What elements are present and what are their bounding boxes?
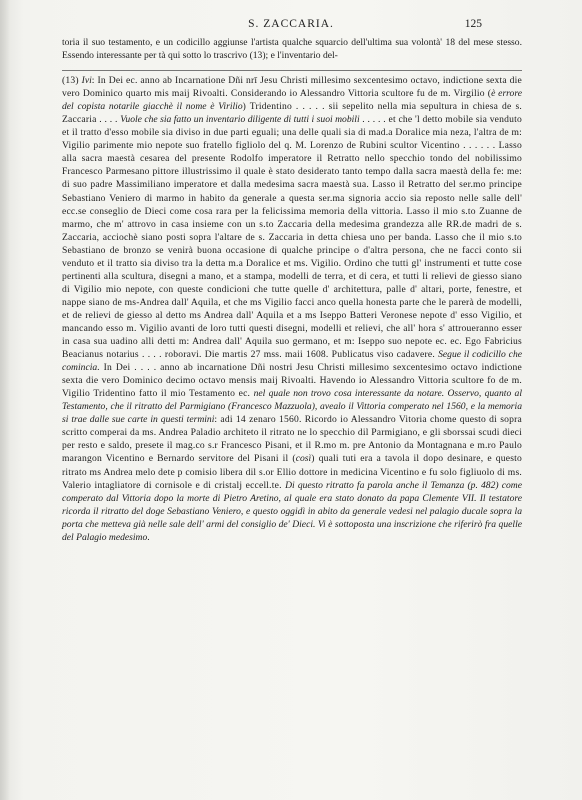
text-segment: . In Dei . . . . anno ab incarnatione Dñi nostri Jesu Christi millesimo sexcentesimo octavo indictione sexta die vero Dominico decimo octavo mensis maij Rivoalti. Havendo io Alessandro Vittoria scultore fo de m. Vigilio Tridentino fatto il mio Testamento ec. bbox=[62, 362, 522, 400]
text-segment: : In Dei ec. anno ab Incarnatione Dñi nrī Jesu Christi millesimo sexcentesimo octavo, indictione sexta die vero Dominico quarto mis maij Rivoalti. Considerando io Alessandro Vittoria scultore fu de m. Virgilio ( bbox=[62, 75, 522, 100]
text-segment: . . . . . et che 'l detto mobile sia venduto et il tratto d'esso mobile sia diviso in due parti eguali; una delle quali sia di mad.a Doralice mia neza, l'altra de m: Vigilio parimente mio nepote suo fratello figliolo del q. M. Lorenzo de Rubini scultor Vicentino . . . . . . Lasso alla sacra maestà cesarea del presente Rodolfo imperatore il Retratto nello specchio tondo del nobilissimo Francesco Parmesano pittore illustrissimo il quale è stato desiderato tanto tempo dalla sacra maestà della fe: me: di suo padre Massimiliano imperatore et dalla medesima sacra maestà sua. Lasso il Retratto del ser.mo principe Sebastiano Veniero di marmo in habito da generale a questa ser.ma signoria accio sia reposto nelle salle dell' ecc.se conseglio de Dieci come cosa rara per la felicissima memoria della vittoria. Lasso il mio s.to Zuanne de marmo, che m' attrovo in casa insieme con un s.to Zaccaria della medesima grandezza alle RR.de madri de s. Zaccaria, acciochè siano posti sopra l'altare de s. Zaccaria in detta chiesa uno per banda. Lasso che il mio s.to Sebastiano de bronzo se venirà buona occasione di qualche principe o d'altra persona, che ne facci conto sii venduto et il tratto sia diviso tra la detta m.a Doralice et ms. Vigilio. Ordino che tutti gl' instrumenti et tutte cose pertinenti alla scultura, disegni a mano, et a stampa, modelli de terra, et di cera, et tutti li relievi de giesso siano di Vigilio mio nepote, con queste condicioni che tutte quelle d' architettura, palle d' altari, porte, fenestre, et nappe siano de ms-Andrea dall' Aquila, et che ms Vigilio facci anco quella honesta parte che le parerà de modelli, et de relievi de giesso al detto ms Andrea dall' Aquila et a ms Iseppo Batteri Veronese nepote d' esso Vigilio, et mancando esso m. Vigilio avanti de loro tutti questi disegni, modelli et relievi, che all' hora s' attroueranno esser in casa sua uadino alli detti m: Andrea dall' Aquila suo germano, et m: Iseppo suo nepote ec. ec. Ego Fabricius Beacianus notarius . . . . roboravi. Die martis 27 mss. maii 1608. Publicatus viso cadavere. bbox=[62, 114, 522, 361]
page-body bbox=[62, 36, 522, 544]
text-segment: ) quali tuti era a tavola il dopo desinare, e questo ritrato ms Andrea melo dete p comisio libera dil s.or Ellio dottore in medicina Vicentino e fu solo figliuolo di ms. Valerio intagliatore di cornisole e di cristalj eccell.te. bbox=[62, 453, 522, 491]
italic-segment: Di questo ritratto fa parola anche il Temanza (p. 482) come comperato dal Vittoria dopo la morte di Pietro Aretino, al quale era stato donato da papa Clemente VII. Il testatore ricorda il ritratto del doge Sebastiano Veniero, e questo oggidì in abito da generale vedesi nel palagio ducale sopra la porta che metteva già nelle sale dell' armi del consiglio de' Dieci. Vi è sottoposta una inscrizione che riferirò fra quelle del Palagio medesimo bbox=[62, 479, 522, 543]
page-number: 125 bbox=[464, 18, 482, 30]
italic-segment: nel quale non trovo cosa interessante da notare. Osservo, quanto al Testamento, che il ritratto del Parmigiano (Francesco Mazzuola), avealo il Vittoria comperato nel 1560, e la memoria si trae dalle sue carte in questi termini bbox=[62, 388, 522, 426]
text-segment: ) Tridentino . . . . . sii sepelito nella mia sepultura in chiesa de s. Zaccaria . . . . bbox=[62, 101, 522, 126]
italic-segment: Ivi bbox=[81, 75, 92, 87]
footnote-13 bbox=[62, 74, 522, 544]
italic-segment: è errore del copista notarile giacchè il nome è Virilio bbox=[62, 88, 522, 113]
footnote-rule bbox=[62, 70, 522, 71]
italic-segment: Segue il codicillo che comincia bbox=[62, 349, 522, 374]
continuation-text: toria il suo testamento, e un codicillo aggiunse l'artista qualche squarcio dell'ultima sua volontà' 18 del mese stesso. Essendo interessante per tà qui sotto lo trascrivo (13); e l'inventario del- bbox=[62, 37, 522, 62]
italic-segment: Vuole che sia fatto un inventario diligente di tutti i suoi mobili bbox=[120, 114, 360, 126]
text-segment: : adi 14 zenaro 1560. Ricordo io Alessandro Vitoria chome questo di sopra scritto comperai da ms. Andrea Paladio architeto il ritrato ne lo specchio dil Parmigiano, e gli sborssai scudi dieci per resto e saldo, presete il mag.co s.r Francesco Pisani, et il R.mo m. pre Antonio da Montagnana e m.ro Paulo marangon Vicentino e Bernardo servitore del Pisani il ( bbox=[62, 414, 522, 465]
text-segment: (13) bbox=[62, 75, 82, 87]
italic-segment: così bbox=[295, 453, 312, 465]
page-header bbox=[0, 18, 582, 32]
page-fold-shadow bbox=[0, 0, 10, 800]
running-head: S. ZACCARIA. bbox=[248, 18, 334, 30]
text-segment: . bbox=[147, 531, 150, 543]
